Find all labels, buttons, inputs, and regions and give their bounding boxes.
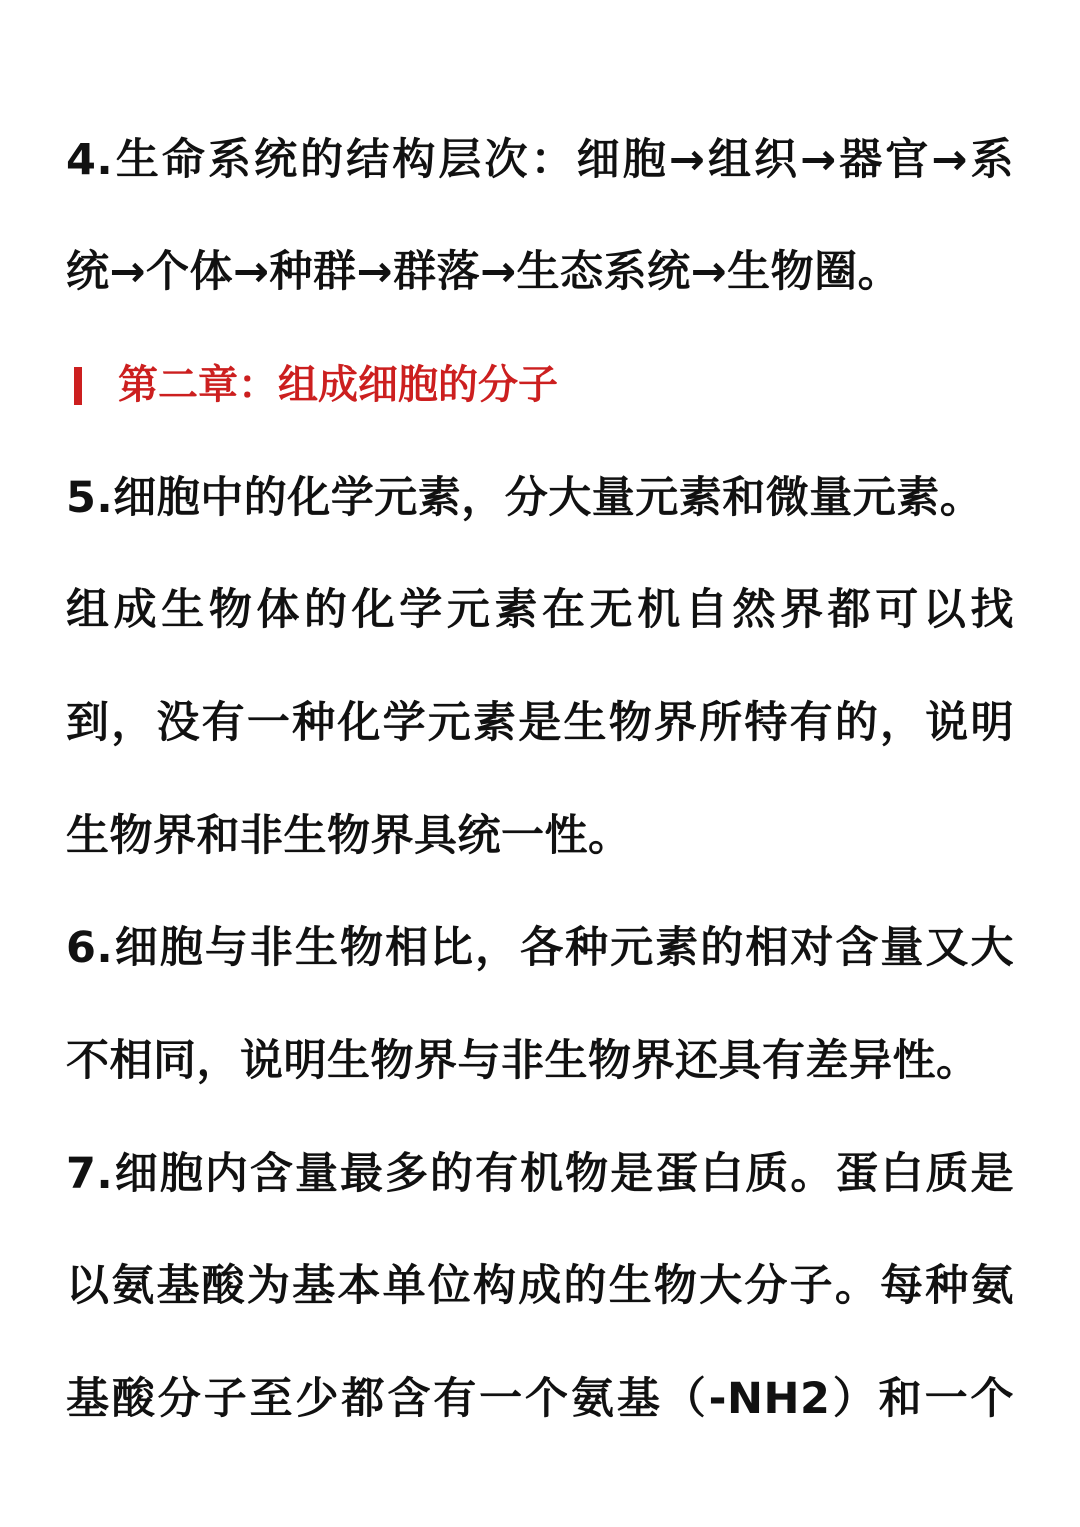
text-line: 生物界和非生物界具统一性。 xyxy=(66,811,632,861)
heading-title: 第二章：组成细胞的分子 xyxy=(118,362,558,408)
section-heading xyxy=(66,355,1014,415)
text-line: 以氨基酸为基本单位构成的生物大分子。每种氨 xyxy=(66,1261,1014,1311)
heading-marker-bar xyxy=(74,367,82,405)
text-line: 7.细胞内含量最多的有机物是蛋白质。蛋白质是 xyxy=(66,1149,1014,1199)
text-line: 组成生物体的化学元素在无机自然界都可以找 xyxy=(66,585,1014,635)
text-line: 5.细胞中的化学元素，分大量元素和微量元素。 xyxy=(66,473,984,523)
text-line: 不相同，说明生物界与非生物界还具有差异性。 xyxy=(66,1036,980,1086)
text-line: 到，没有一种化学元素是生物界所特有的，说明 xyxy=(66,698,1014,748)
text-line: 基酸分子至少都含有一个氨基（-NH2）和一个 xyxy=(66,1374,1014,1424)
text-line: 6.细胞与非生物相比，各种元素的相对含量又大 xyxy=(66,923,1014,973)
text-line: 4.生命系统的结构层次：细胞→组织→器官→系 xyxy=(66,135,1014,185)
text-line: 统→个体→种群→群落→生态系统→生物圈。 xyxy=(66,247,902,297)
